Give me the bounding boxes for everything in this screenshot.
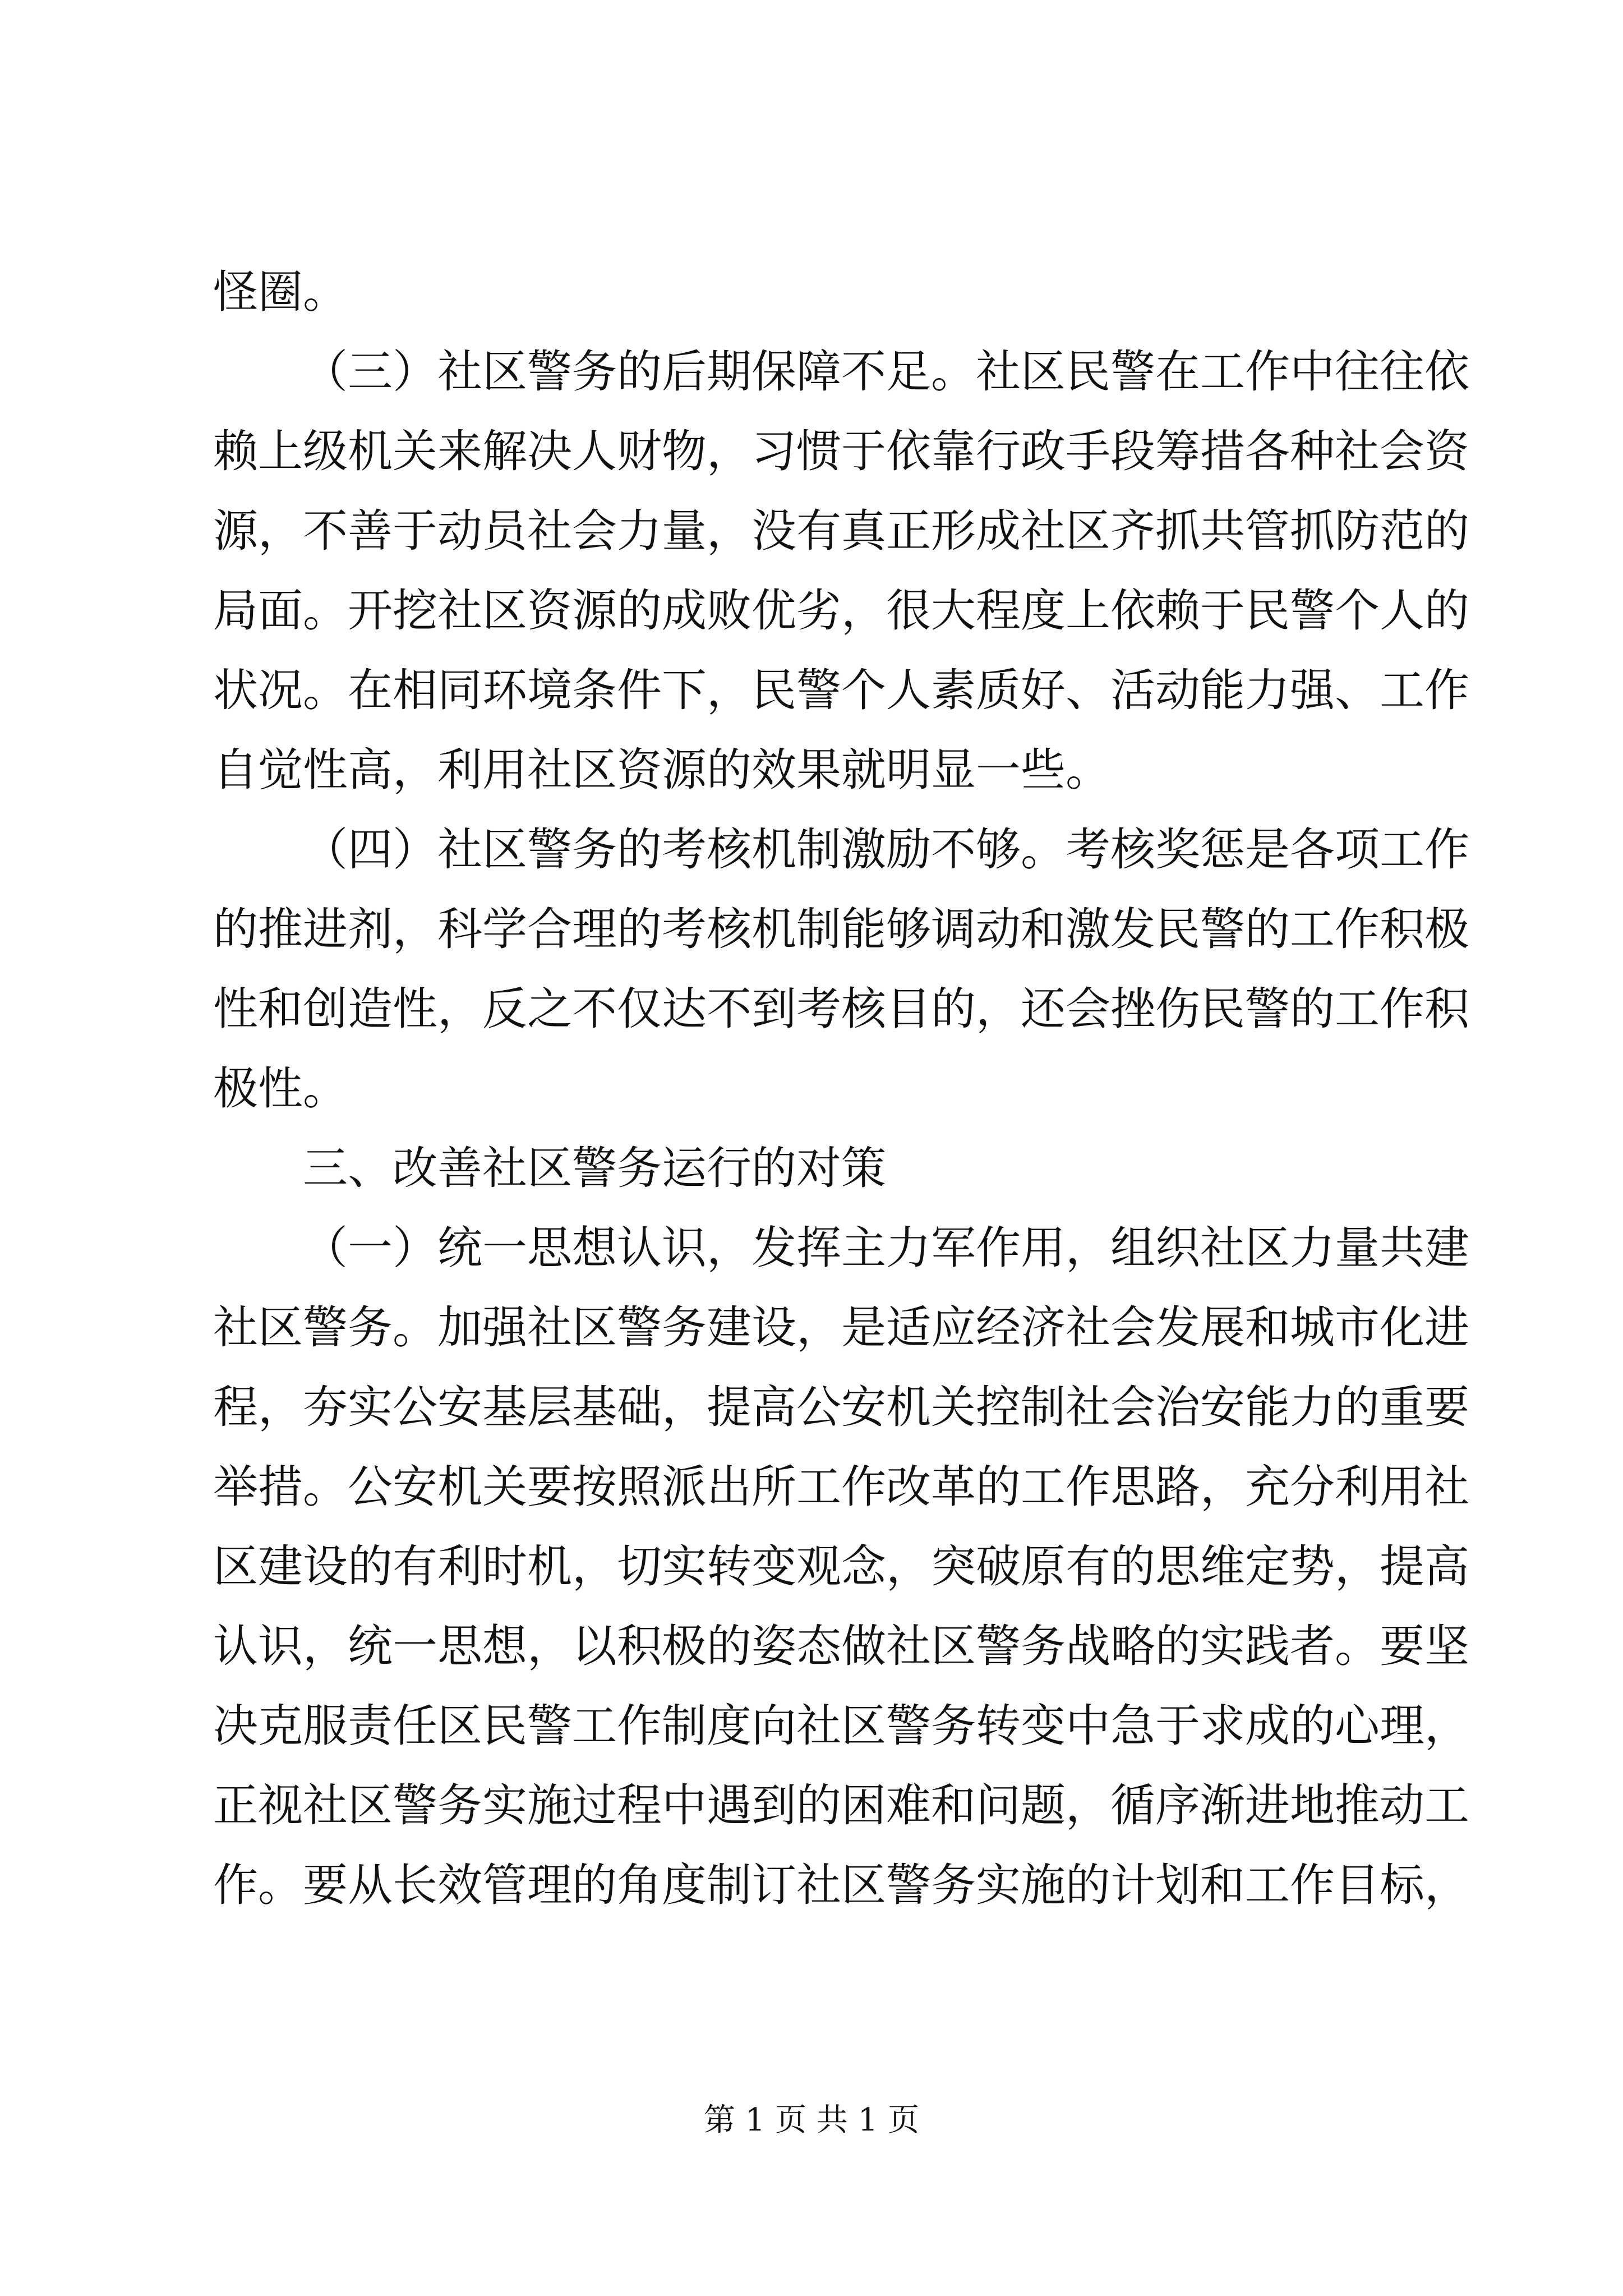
text-line-7: 自觉性高，利用社区资源的效果就明显一些。	[213, 744, 1110, 796]
text-line-17: 区建设的有利时机，切实转变观念，突破原有的思维定势，提高	[213, 1540, 1469, 1593]
text-line-19: 决克服责任区民警工作制度向社区警务转变中急于求成的心理，	[213, 1700, 1469, 1752]
text-line-2: （三）社区警务的后期保障不足。社区民警在工作中往往依	[303, 346, 1469, 398]
text-line-18: 认识，统一思想，以积极的姿态做社区警务战略的实践者。要坚	[213, 1620, 1469, 1672]
text-line-9: 的推进剂，科学合理的考核机制能够调动和激发民警的工作积极	[213, 903, 1469, 955]
text-line-1: 怪圈。	[213, 266, 348, 318]
text-line-8: （四）社区警务的考核机制激励不够。考核奖惩是各项工作	[303, 823, 1469, 876]
text-line-15: 程，夯实公安基层基础，提高公安机关控制社会治安能力的重要	[213, 1381, 1469, 1433]
text-line-16: 举措。公安机关要按照派出所工作改革的工作思路，充分利用社	[213, 1461, 1469, 1513]
document-body	[213, 252, 1469, 1925]
section-heading: 三、改善社区警务运行的对策	[303, 1142, 886, 1194]
text-line-13: （一）统一思想认识，发挥主力军作用，组织社区力量共建	[303, 1222, 1469, 1274]
text-line-4: 源，不善于动员社会力量，没有真正形成社区齐抓共管抓防范的	[213, 505, 1469, 557]
page-number-label: 第 1 页 共 1 页	[703, 2102, 920, 2138]
text-line-14: 社区警务。加强社区警务建设，是适应经济社会发展和城市化进	[213, 1301, 1469, 1354]
text-line-6: 状况。在相同环境条件下，民警个人素质好、活动能力强、工作	[213, 664, 1469, 716]
text-line-10: 性和创造性，反之不仅达不到考核目的，还会挫伤民警的工作积	[213, 983, 1469, 1035]
text-line-5: 局面。开挖社区资源的成败优劣，很大程度上依赖于民警个人的	[213, 585, 1469, 637]
text-line-11: 极性。	[213, 1062, 348, 1115]
text-line-3: 赖上级机关来解决人财物，习惯于依靠行政手段筹措各种社会资	[213, 425, 1469, 477]
text-line-20: 正视社区警务实施过程中遇到的困难和问题，循序渐进地推动工	[213, 1779, 1469, 1832]
text-line-21: 作。要从长效管理的角度制订社区警务实施的计划和工作目标，	[213, 1859, 1469, 1911]
page-footer	[0, 2098, 1623, 2143]
